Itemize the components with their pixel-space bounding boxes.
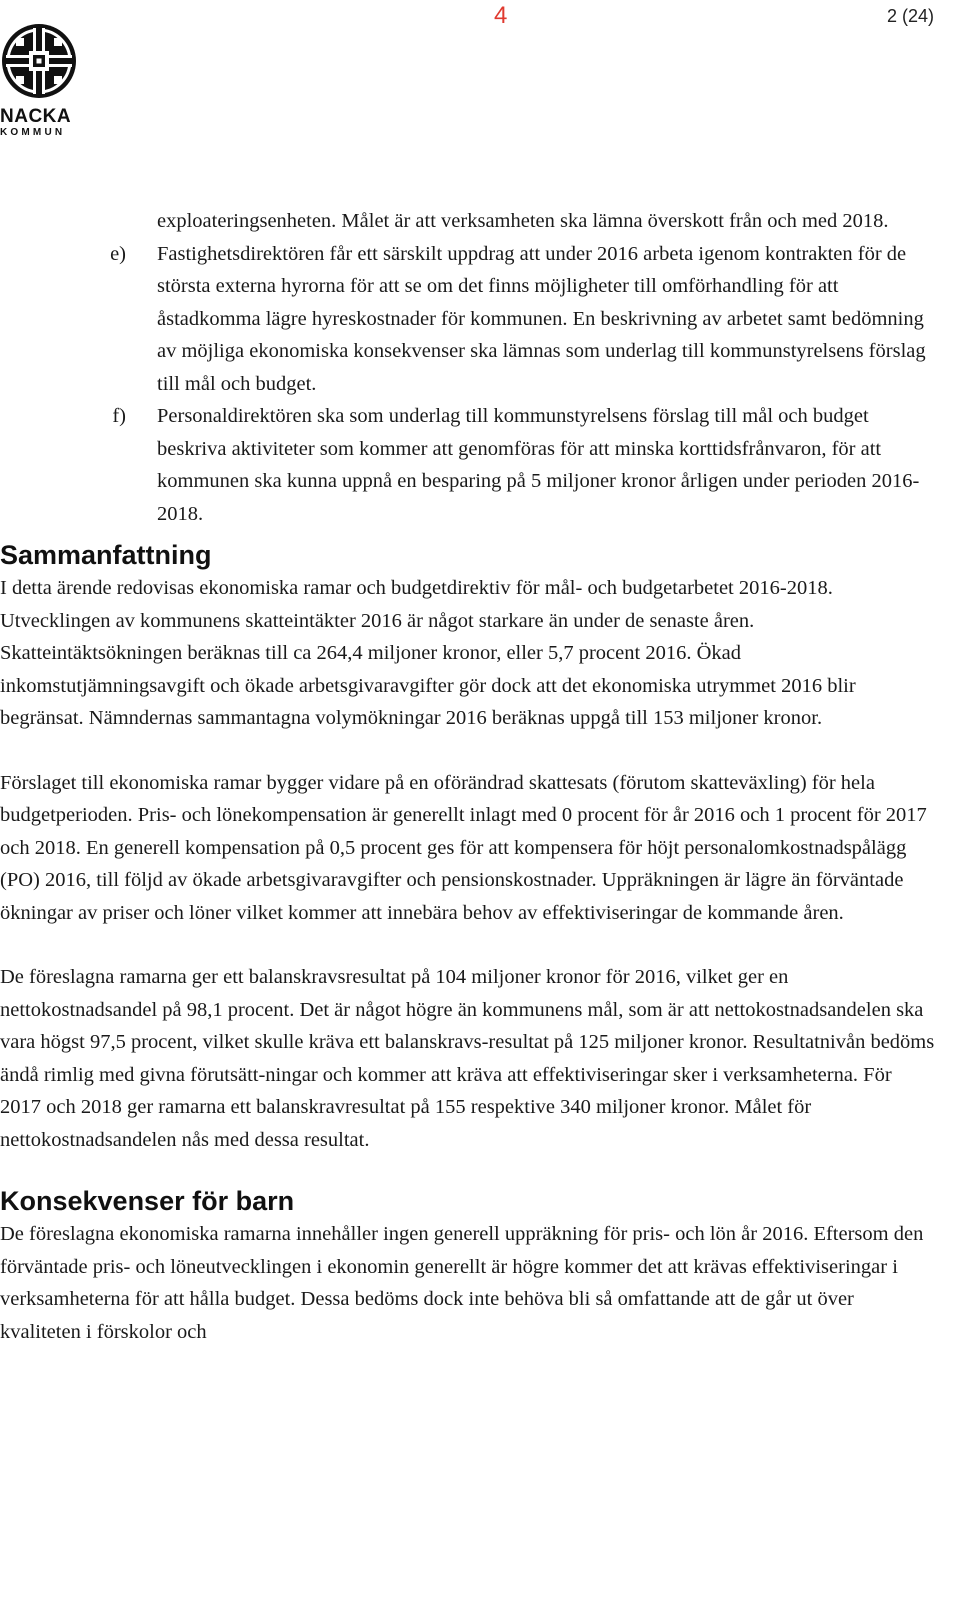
list-item-marker: e) (110, 242, 126, 265)
page-marker: 4 (494, 2, 508, 29)
page-number: 2 (24) (886, 6, 934, 26)
nacka-logo (0, 22, 82, 139)
list-item-marker: f) (112, 405, 126, 427)
list-item (0, 238, 940, 401)
paragraph: Förslaget till ekonomiska ramar bygger vidare på en oförändrad skattesats (förutom skatteväxling) för hela budgetperioden. Pris- och lönekompensation är generellt inlagt med 0 procent för år 2016 och 1 procent för 2017 och 2018. En generell kompensation på 0,5 procent ges för att kompensera för höjt personalomkostnadspålägg (PO) 2016, till följd av ökade arbetsgivaravgifter och pensionskostnader. Uppräkningen är lägre än förväntade ökningar av priser och löner vilket kommer att innebära behov av effektiviseringar de kommande åren. (0, 771, 927, 924)
section-heading-konsekvenser: Konsekvenser för barn (0, 1186, 295, 1216)
document-body (0, 205, 940, 1348)
list-item-text: Personaldirektören ska som underlag till kommunstyrelsens förslag till mål och budget beskriva aktiviteter som kommer att genomföras för att minska korttidsfrånvaron, för att kommunen ska kunna uppnå en besparing på 5 miljoner kronor årligen under perioden 2016-2018. (157, 405, 920, 525)
logo-name: NACKA (0, 106, 72, 127)
continuation-text: exploateringsenheten. Målet är att verksamheten ska lämna överskott från och med 2018. (157, 210, 889, 232)
list-item (0, 400, 940, 530)
list-item-text: Fastighetsdirektören får ett särskilt uppdrag att under 2016 arbeta igenom kontrakten för de största externa hyrorna för att se om det finns möjligheter till omförhandling för att åstadkomma lägre hyreskostnader för kommunen. En beskrivning av arbetet samt bedömning av möjliga ekonomiska konsekvenser ska lämnas som underlag till kommunstyrelsens förslag till mål och budget. (157, 242, 926, 395)
section-heading-sammanfattning: Sammanfattning (0, 540, 212, 570)
paragraph: De föreslagna ramarna ger ett balanskravsresultat på 104 miljoner kronor för 2016, vilket ger en nettokostnadsandel på 98,1 procent. Det är något högre än kommunens mål, som är att nettokostnadsandelen ska vara högst 97,5 procent, vilket skulle kräva ett balanskravs-resultat på 125 miljoner kronor. Resultatnivån bedöms ändå rimlig med givna förutsätt-ningar och kommer att kräva att effektiviseringar sker i verksamheterna. För 2017 och 2018 ger ramarna ett balanskravresultat på 155 respektive 340 miljoner kronor. Målet för nettokostnadsandelen nås med dessa resultat. (0, 966, 935, 1151)
paragraph: De föreslagna ekonomiska ramarna innehåller ingen generell uppräkning för pris- och lön år 2016. Eftersom den förväntade pris- och löneutvecklingen i ekonomin generellt är högre kommer det att krävas effektiviseringar i verksamheterna för att hålla budget. Dessa bedöms dock inte behöva bli så omfattande att de går ut över kvaliteten i förskolor och (0, 1223, 924, 1343)
nacka-emblem-icon (0, 22, 78, 100)
logo-subtitle: KOMMUN (0, 127, 66, 138)
paragraph: I detta ärende redovisas ekonomiska ramar och budgetdirektiv för mål- och budgetarbetet 2016-2018. Utvecklingen av kommunens skatteintäkter 2016 är något starkare än under de senaste åren. Skatteintäktsökningen beräknas till ca 264,4 miljoner kronor, eller 5,7 procent 2016. Ökad inkomstutjämningsavgift och ökade arbetsgivaravgifter gör dock att det ekonomiska utrymmet 2016 blir begränsat. Nämndernas sammantagna volymökningar 2016 beräknas uppgå till 153 miljoner kronor. (0, 577, 856, 729)
